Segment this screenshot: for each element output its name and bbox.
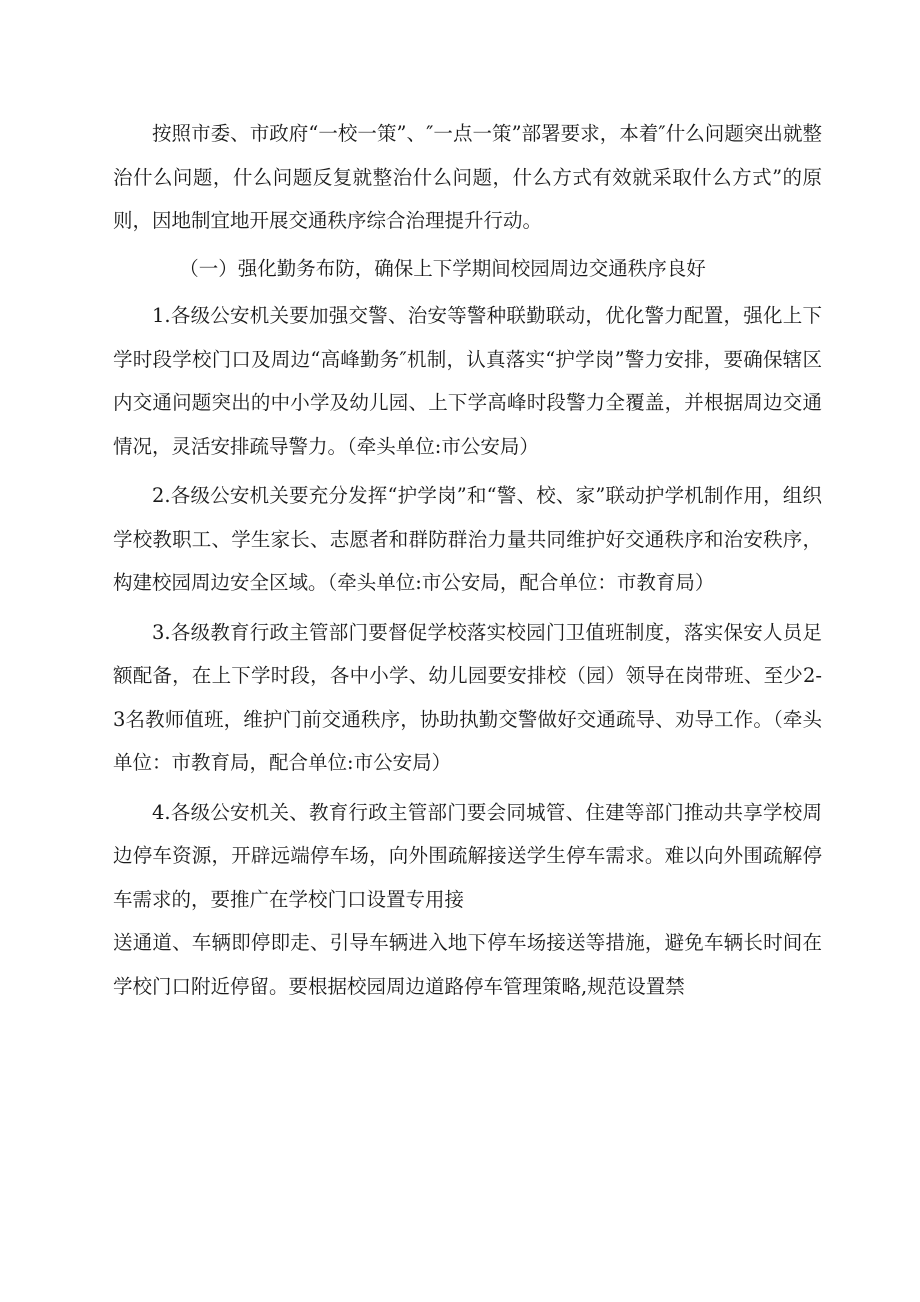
- list-item: 2.各级公安机关要充分发挥“护学岗”和“警、校、家”联动护学机制作用，组织学校教职工、学生家长、志愿者和群防群治力量共同维护好交通秩序和治安秩序，构建校园周边安全区域。（牵头单位:市公安局，配合单位：市教育局）: [113, 484, 822, 594]
- intro-paragraph: 按照市委、市政府“一校一策”、″一点一策”部署要求，本着″什么问题突出就整治什么问题，什么问题反复就整治什么问题，什么方式有效就采取什么方式”的原则，因地制宜地开展交通秩序综合治理提升行动。: [113, 122, 822, 232]
- list-item-continuation: 送通道、车辆即停即走、引导车辆进入地下停车场接送等措施，避免车辆长时间在学校门口附近停留。要根据校园周边道路停车管理策略,规范设置禁: [113, 931, 822, 998]
- list-item: 3.各级教育行政主管部门要督促学校落实校园门卫值班制度，落实保安人员足额配备，在上下学时段，各中小学、幼儿园要安排校（园）领导在岗带班、至少2-3名教师值班，维护门前交通秩序，协助执勤交警做好交通疏导、劝导工作。（牵头单位：市教育局，配合单位:市公安局）: [113, 620, 822, 774]
- section-heading: （一）强化勤务布防，确保上下学期间校园周边交通秩序良好: [179, 256, 706, 280]
- list-item: 1.各级公安机关要加强交警、治安等警种联勤联动，优化警力配置，强化上下学时段学校门口及周边“高峰勤务″机制，认真落实“护学岗”警力安排，要确保辖区内交通问题突出的中小学及幼儿园、上下学高峰时段警力全覆盖，并根据周边交通情况，灵活安排疏导警力。（牵头单位:市公安局）: [113, 304, 822, 458]
- list-item: 4.各级公安机关、教育行政主管部门要会同城管、住建等部门推动共享学校周边停车资源，开辟远端停车场，向外围疏解接送学生停车需求。难以向外围疏解停车需求的，要推广在学校门口设置专用接: [113, 800, 822, 911]
